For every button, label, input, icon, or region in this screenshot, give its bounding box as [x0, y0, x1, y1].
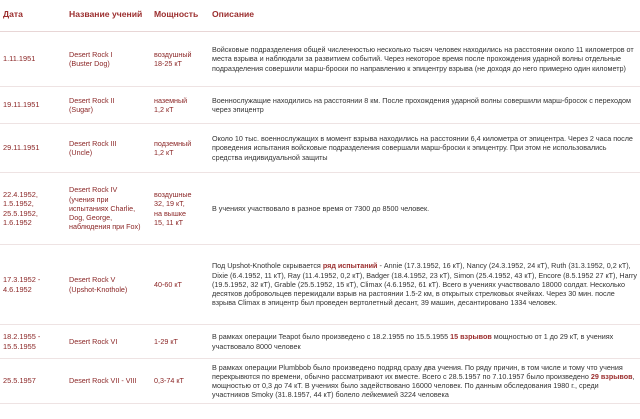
description-highlight: ряд испытаний: [322, 261, 378, 271]
date-line: 17.3.1952 -: [3, 275, 41, 285]
date-line: 1.6.1952: [3, 217, 32, 227]
name-line: Desert Rock I: [69, 49, 113, 59]
date-line: 25.5.1952,: [3, 208, 38, 218]
power-line: 1-29 кТ: [154, 336, 178, 346]
name-line: (Uncle): [69, 148, 93, 157]
name-line: Desert Rock IV: [69, 185, 118, 195]
date-line: 4.6.1952: [3, 284, 32, 294]
cell-name: [66, 124, 151, 173]
cell-name: [66, 32, 151, 87]
power-line: 15, 11 кТ: [154, 217, 183, 227]
power-line: 1,2 кТ: [154, 148, 174, 157]
description-highlight: 29 взрывов: [590, 371, 633, 381]
cell-power: [151, 87, 209, 124]
name-line: Desert Rock V: [69, 275, 116, 285]
name-line: Desert Rock II: [69, 95, 115, 105]
cell-date: 25.5.1957: [0, 359, 66, 404]
cell-date: 19.11.1951: [0, 87, 66, 124]
date-line: 22.4.1952,: [3, 190, 38, 200]
cell-description: Военнослужащие находились на расстоянии 8 км. После прохождения ударной волны совершили марш-бросок с переходом через эпицентр: [209, 87, 640, 124]
table-row: [0, 359, 640, 404]
name-line: Desert Rock III: [69, 138, 117, 148]
cell-date: [0, 325, 66, 359]
cell-name: [66, 245, 151, 325]
cell-description: В учениях участвовало в разное время от 7300 до 8500 человек.: [209, 173, 640, 245]
name-line: испытаниях Charlie,: [69, 203, 136, 213]
name-line: Desert Rock VI: [69, 336, 118, 346]
power-line: 32, 19 кТ,: [154, 199, 185, 209]
power-line: воздушные: [154, 190, 192, 200]
date-line: 18.2.1955 -: [3, 332, 41, 342]
name-line: (Buster Dog): [69, 59, 110, 68]
description-text: Под Upshot-Knothole скрывается: [212, 261, 323, 271]
table-row: [0, 245, 640, 325]
description-text: мощностью от 1 до 29 кТ, в учениях участвовало 8000 человек: [212, 332, 614, 351]
header-date: Дата: [0, 0, 66, 32]
cell-name: [66, 325, 151, 359]
description-text: - Annie (17.3.1952, 16 кТ), Nancy (24.3.1952, 24 кТ), Ruth (31.3.1952, 0,2 кТ), Dixie (6.4.1952, 11 кТ), Ray (11.4.1952, 0,2 кТ), Badger (18.4.1952, 23 кТ), Simon (25.4.1952, 43 кТ), Encore (8.5.1952 27 кТ), Harry (19.5.1952, 32 кТ), Grable (25.5.1952, 15 кТ), Climax (4.6.1952, 61 кТ). Всего в учениях участвовало 18000 солдат. Несколько десятков добровольцев пережидали взрыв на растоянии 1.5-2 км, в открытых стрелковых ячейках. Через 30 мин. после взрыва Climax в эпицентр был проведен вертолетный десант, 39 машин, десантировано 1334 человек.: [212, 261, 637, 308]
table-header-row: [0, 0, 640, 32]
header-name: Название учений: [66, 0, 151, 32]
cell-date: 29.11.1951: [0, 124, 66, 173]
cell-power: [151, 245, 209, 325]
description-text: В рамках операции Plumbbob было произведено подряд сразу два учения. По ряду причин, в том числе и тому что учения перекрывются по времени, обычно рассматривают их вместе. Всего с 28.5.1957 по 7.10.1957 было произведено: [212, 362, 623, 381]
name-line: (Upshot-Knothole): [69, 284, 128, 294]
name-line: (Sugar): [69, 105, 93, 114]
cell-description: [209, 245, 640, 325]
power-line: воздушный: [154, 49, 192, 59]
cell-description: [209, 359, 640, 404]
name-line: наблюдения при Fox): [69, 222, 141, 232]
table-row: [0, 87, 640, 124]
header-description: Описание: [209, 0, 640, 32]
date-line: 1.5.1952,: [3, 199, 34, 209]
cell-description: Войсковые подразделения общей численностью несколько тысяч человек находились на расстоянии около 11 километров от места взрыва и наблюдали за развитием событий. Через некоторое время после прохождения ударной волны отдельные подразделения совершили марш-броски по направлению к эпицентру взрыва (не доходя до него примерно один километр): [209, 32, 640, 87]
description-text: , мощностью от 0,3 до 74 кТ. В учениях было задействовано 16000 человек. По данным обследования 1980 г., среди участников Smoky (31.8.1957, 44 кТ) болело лейкемией 3224 человека: [212, 371, 635, 400]
cell-name: [66, 173, 151, 245]
power-line: 0,3-74 кТ: [154, 376, 184, 386]
description-highlight: 15 взрывов: [450, 332, 492, 342]
cell-name: [66, 359, 151, 404]
name-line: Dog, George,: [69, 213, 113, 223]
cell-date: [0, 245, 66, 325]
cell-description: [209, 325, 640, 359]
table-row: [0, 32, 640, 87]
power-line: на вышке: [154, 208, 186, 218]
power-line: 1,2 кТ: [154, 105, 174, 114]
header-power: Мощность: [151, 0, 209, 32]
table-row: [0, 173, 640, 245]
cell-name: [66, 87, 151, 124]
table-row: [0, 124, 640, 173]
name-line: Desert Rock VII - VIII: [69, 376, 137, 386]
cell-date: [0, 173, 66, 245]
cell-power: [151, 173, 209, 245]
cell-power: [151, 32, 209, 87]
cell-power: [151, 124, 209, 173]
cell-power: [151, 359, 209, 404]
cell-date: 1.11.1951: [0, 32, 66, 87]
cell-description: Около 10 тыс. военнослужащих в момент взрыва находились на расстоянии 6,4 километра от эпицентра. Через 2 часа после проведения испытания войсковые подразделения совершали марш-броски к эпицентру. При этом не использовались средства индивидуальной защиты: [209, 124, 640, 173]
power-line: подземный: [154, 138, 192, 148]
power-line: наземный: [154, 95, 188, 105]
table-row: [0, 325, 640, 359]
date-line: 15.5.1955: [3, 341, 36, 351]
power-line: 40-60 кТ: [154, 279, 182, 289]
power-line: 18-25 кТ: [154, 59, 182, 68]
description-text: В рамках операции Teapot было произведено с 18.2.1955 по 15.5.1955: [212, 332, 451, 342]
cell-power: [151, 325, 209, 359]
name-line: (учения при: [69, 194, 109, 204]
